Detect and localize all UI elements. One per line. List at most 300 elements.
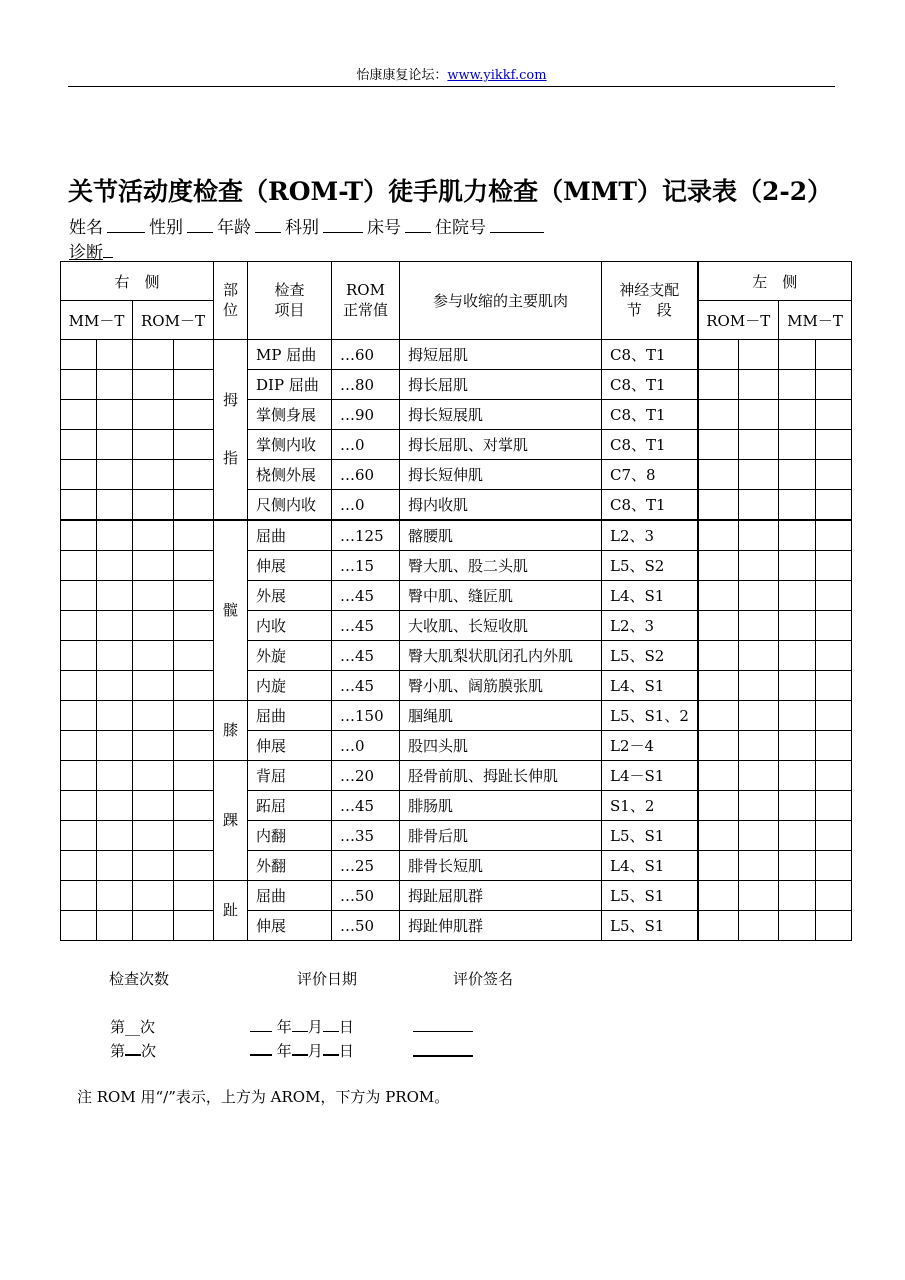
right-mmt-cell[interactable] — [97, 400, 133, 430]
left-mmt-cell[interactable] — [779, 581, 816, 611]
right-romt-cell[interactable] — [174, 701, 214, 731]
page-header — [68, 64, 835, 87]
right-mmt-cell[interactable] — [97, 701, 133, 731]
exam-item-cell: 掌侧内收 — [248, 430, 332, 460]
left-mmt-cell[interactable] — [779, 340, 816, 370]
right-mmt-cell[interactable] — [61, 581, 97, 611]
right-romt-cell[interactable] — [133, 520, 174, 551]
exam-item-cell: 内翻 — [248, 821, 332, 851]
exam-item-cell: 内收 — [248, 611, 332, 641]
left-romt-cell[interactable] — [698, 641, 739, 671]
right-mmt-cell[interactable] — [61, 761, 97, 791]
exam-item-cell: 内旋 — [248, 671, 332, 701]
right-romt-cell[interactable] — [174, 430, 214, 460]
left-romt-cell[interactable] — [739, 911, 779, 941]
right-romt-cell[interactable] — [133, 701, 174, 731]
left-mmt-cell[interactable] — [816, 400, 852, 430]
rom-normal-cell: …90 — [332, 400, 400, 430]
right-mmt-header: MM－T — [61, 301, 133, 340]
admission-field[interactable] — [490, 218, 544, 233]
left-mmt-cell[interactable] — [779, 731, 816, 761]
left-mmt-cell[interactable] — [816, 731, 852, 761]
nerve-cell: L5、S1、2 — [602, 701, 698, 731]
right-romt-cell[interactable] — [174, 911, 214, 941]
left-mmt-cell[interactable] — [816, 701, 852, 731]
right-romt-cell[interactable] — [174, 581, 214, 611]
footnote: 注 ROM 用“/”表示，上方为 AROM，下方为 PROM。 — [77, 1088, 450, 1106]
exam-item-cell: 尺侧内收 — [248, 490, 332, 521]
table-row — [61, 821, 852, 851]
table-row — [61, 761, 852, 791]
left-mmt-cell[interactable] — [816, 490, 852, 521]
right-mmt-cell[interactable] — [97, 881, 133, 911]
nerve-cell: S1、2 — [602, 791, 698, 821]
table-row — [61, 551, 852, 581]
left-romt-cell[interactable] — [739, 340, 779, 370]
nerve-cell: L4、S1 — [602, 581, 698, 611]
muscles-header: 参与收缩的主要肌肉 — [400, 262, 602, 340]
right-romt-cell[interactable] — [133, 851, 174, 881]
exam-item-cell: DIP 屈曲 — [248, 370, 332, 400]
left-mmt-cell[interactable] — [816, 370, 852, 400]
right-mmt-cell[interactable] — [97, 611, 133, 641]
muscle-cell: 臀大肌梨状肌闭孔内外肌 — [400, 641, 602, 671]
left-romt-cell[interactable] — [739, 881, 779, 911]
right-mmt-cell[interactable] — [97, 791, 133, 821]
page-title: 关节活动度检查（ROM-T）徒手肌力检查（MMT）记录表（2-2） — [68, 177, 833, 206]
left-romt-cell[interactable] — [739, 370, 779, 400]
muscle-cell: 大收肌、长短收肌 — [400, 611, 602, 641]
left-romt-cell[interactable] — [698, 671, 739, 701]
right-romt-cell[interactable] — [174, 611, 214, 641]
table-row — [61, 490, 852, 521]
exam-item-cell: 屈曲 — [248, 881, 332, 911]
right-mmt-cell[interactable] — [97, 581, 133, 611]
left-romt-cell[interactable] — [739, 460, 779, 490]
nerve-cell: L2、3 — [602, 520, 698, 551]
right-romt-cell[interactable] — [133, 821, 174, 851]
rom-normal-cell: …45 — [332, 671, 400, 701]
rom-normal-cell: …50 — [332, 911, 400, 941]
right-romt-cell[interactable] — [174, 821, 214, 851]
rom-normal-cell: …60 — [332, 340, 400, 370]
rom-normal-header: ROM 正常值 — [332, 262, 400, 340]
exam-row-1-date[interactable]: 年 月 日 — [250, 1016, 354, 1037]
left-romt-cell[interactable] — [698, 460, 739, 490]
right-mmt-cell[interactable] — [97, 551, 133, 581]
exam-item-cell: 屈曲 — [248, 520, 332, 551]
header-link[interactable]: www.yikkf.com — [447, 68, 547, 83]
left-mmt-cell[interactable] — [779, 490, 816, 521]
left-mmt-cell[interactable] — [779, 400, 816, 430]
right-mmt-cell[interactable] — [97, 430, 133, 460]
left-romt-cell[interactable] — [739, 791, 779, 821]
left-mmt-cell[interactable] — [816, 430, 852, 460]
right-mmt-cell[interactable] — [97, 671, 133, 701]
left-mmt-cell[interactable] — [779, 791, 816, 821]
exam-row-2-count: 第 次 — [110, 1042, 157, 1060]
left-romt-cell[interactable] — [698, 581, 739, 611]
left-mmt-cell[interactable] — [816, 911, 852, 941]
left-mmt-cell[interactable] — [779, 821, 816, 851]
left-mmt-cell[interactable] — [779, 370, 816, 400]
age-field[interactable] — [255, 218, 281, 233]
right-mmt-cell[interactable] — [61, 460, 97, 490]
right-mmt-cell[interactable] — [61, 851, 97, 881]
right-romt-cell[interactable] — [174, 851, 214, 881]
left-romt-cell[interactable] — [739, 761, 779, 791]
left-romt-cell[interactable] — [739, 520, 779, 551]
part-header: 部 位 — [214, 262, 248, 340]
left-romt-cell[interactable] — [739, 641, 779, 671]
left-mmt-cell[interactable] — [816, 520, 852, 551]
left-mmt-cell[interactable] — [779, 761, 816, 791]
right-mmt-cell[interactable] — [97, 370, 133, 400]
right-romt-cell[interactable] — [174, 460, 214, 490]
sign-label: 评价签名 — [453, 970, 514, 988]
sex-label: 性别 — [149, 218, 183, 238]
rom-mmt-table — [60, 261, 852, 941]
dept-field[interactable] — [323, 218, 363, 233]
left-romt-cell[interactable] — [698, 881, 739, 911]
nerve-cell: C8、T1 — [602, 490, 698, 521]
right-mmt-cell[interactable] — [97, 761, 133, 791]
table-row — [61, 851, 852, 881]
right-mmt-cell[interactable] — [97, 490, 133, 521]
left-mmt-cell[interactable] — [779, 851, 816, 881]
right-mmt-cell[interactable] — [61, 791, 97, 821]
left-romt-header: ROM－T — [698, 301, 779, 340]
muscle-cell: 臀小肌、阔筋膜张肌 — [400, 671, 602, 701]
nerve-cell: L5、S1 — [602, 911, 698, 941]
muscle-cell: 腓骨长短肌 — [400, 851, 602, 881]
right-romt-cell[interactable] — [174, 340, 214, 370]
right-romt-cell[interactable] — [174, 551, 214, 581]
table-row — [61, 731, 852, 761]
patient-info-line — [69, 213, 548, 238]
left-romt-cell[interactable] — [698, 551, 739, 581]
muscle-cell: 拇短屈肌 — [400, 340, 602, 370]
diagnosis-line — [69, 238, 113, 263]
exam-item-cell: 伸展 — [248, 731, 332, 761]
muscle-cell: 拇长屈肌、对掌肌 — [400, 430, 602, 460]
muscle-cell: 臀大肌、股二头肌 — [400, 551, 602, 581]
diagnosis-field[interactable] — [103, 243, 113, 258]
left-mmt-cell[interactable] — [816, 791, 852, 821]
nerve-cell: L5、S2 — [602, 641, 698, 671]
muscle-cell: 胫骨前肌、拇趾长伸肌 — [400, 761, 602, 791]
left-mmt-cell[interactable] — [816, 551, 852, 581]
left-romt-cell[interactable] — [698, 851, 739, 881]
nerve-cell: L4、S1 — [602, 851, 698, 881]
right-mmt-cell[interactable] — [61, 881, 97, 911]
left-mmt-cell[interactable] — [779, 701, 816, 731]
muscle-cell: 拇长短伸肌 — [400, 460, 602, 490]
muscle-cell: 股四头肌 — [400, 731, 602, 761]
right-mmt-cell[interactable] — [61, 671, 97, 701]
exam-item-cell: 伸展 — [248, 911, 332, 941]
right-romt-cell[interactable] — [133, 400, 174, 430]
left-romt-cell[interactable] — [739, 581, 779, 611]
muscle-cell: 拇长屈肌 — [400, 370, 602, 400]
right-romt-cell[interactable] — [133, 490, 174, 521]
left-mmt-cell[interactable] — [816, 460, 852, 490]
right-mmt-cell[interactable] — [61, 821, 97, 851]
exam-item-cell: 掌侧身展 — [248, 400, 332, 430]
left-romt-cell[interactable] — [698, 701, 739, 731]
left-side-header: 左 侧 — [698, 262, 852, 301]
right-mmt-cell[interactable] — [97, 340, 133, 370]
right-romt-cell[interactable] — [174, 520, 214, 551]
left-mmt-cell[interactable] — [779, 911, 816, 941]
right-mmt-cell[interactable] — [97, 731, 133, 761]
right-mmt-cell[interactable] — [97, 520, 133, 551]
table-row — [61, 430, 852, 460]
left-mmt-cell[interactable] — [779, 671, 816, 701]
table-row — [61, 460, 852, 490]
exam-item-cell: 背屈 — [248, 761, 332, 791]
left-mmt-cell[interactable] — [816, 761, 852, 791]
muscle-cell: 腓肠肌 — [400, 791, 602, 821]
right-mmt-cell[interactable] — [61, 731, 97, 761]
right-romt-cell[interactable] — [174, 791, 214, 821]
left-mmt-cell[interactable] — [779, 551, 816, 581]
right-romt-cell[interactable] — [133, 430, 174, 460]
left-romt-cell[interactable] — [739, 551, 779, 581]
rom-normal-cell: …150 — [332, 701, 400, 731]
nerve-cell: L4－S1 — [602, 761, 698, 791]
left-romt-cell[interactable] — [739, 851, 779, 881]
exam-row-2-date[interactable]: 年 月 日 — [250, 1040, 354, 1061]
left-romt-cell[interactable] — [698, 611, 739, 641]
right-romt-cell[interactable] — [133, 340, 174, 370]
right-romt-cell[interactable] — [174, 641, 214, 671]
bed-field[interactable] — [405, 218, 431, 233]
right-mmt-cell[interactable] — [61, 340, 97, 370]
muscle-cell: 腘绳肌 — [400, 701, 602, 731]
exam-item-cell: 外旋 — [248, 641, 332, 671]
table-row — [61, 340, 852, 370]
right-mmt-cell[interactable] — [97, 641, 133, 671]
right-romt-cell[interactable] — [133, 641, 174, 671]
right-mmt-cell[interactable] — [61, 520, 97, 551]
right-romt-cell[interactable] — [133, 911, 174, 941]
rom-normal-cell: …60 — [332, 460, 400, 490]
table-row — [61, 641, 852, 671]
right-romt-cell[interactable] — [174, 881, 214, 911]
table-row — [61, 671, 852, 701]
right-mmt-cell[interactable] — [61, 911, 97, 941]
left-mmt-cell[interactable] — [816, 881, 852, 911]
rom-normal-cell: …45 — [332, 611, 400, 641]
right-romt-cell[interactable] — [133, 731, 174, 761]
right-romt-cell[interactable] — [133, 611, 174, 641]
header-label: 怡康康复论坛： — [356, 68, 448, 83]
left-romt-cell[interactable] — [698, 731, 739, 761]
nerve-cell: L5、S1 — [602, 881, 698, 911]
muscle-cell: 臀中肌、缝匠肌 — [400, 581, 602, 611]
left-romt-cell[interactable] — [739, 671, 779, 701]
right-romt-cell[interactable] — [174, 370, 214, 400]
exam-row-1-signature[interactable] — [413, 1016, 473, 1032]
left-mmt-header: MM－T — [779, 301, 852, 340]
muscle-cell: 拇趾屈肌群 — [400, 881, 602, 911]
nerve-cell: C7、8 — [602, 460, 698, 490]
right-romt-cell[interactable] — [133, 551, 174, 581]
muscle-cell: 腓骨后肌 — [400, 821, 602, 851]
left-romt-cell[interactable] — [698, 911, 739, 941]
exam-item-cell: MP 屈曲 — [248, 340, 332, 370]
right-mmt-cell[interactable] — [61, 641, 97, 671]
right-mmt-cell[interactable] — [61, 490, 97, 521]
diagnosis-label: 诊断 — [69, 243, 103, 263]
admission-label: 住院号 — [435, 218, 486, 238]
left-mmt-cell[interactable] — [816, 611, 852, 641]
left-romt-cell[interactable] — [698, 520, 739, 551]
left-romt-cell[interactable] — [739, 611, 779, 641]
exam-row-2-signature[interactable] — [413, 1040, 473, 1057]
left-romt-cell[interactable] — [739, 701, 779, 731]
left-mmt-cell[interactable] — [816, 851, 852, 881]
left-mmt-cell[interactable] — [779, 430, 816, 460]
dept-label: 科别 — [285, 218, 319, 238]
right-mmt-cell[interactable] — [61, 430, 97, 460]
rom-normal-cell: …45 — [332, 641, 400, 671]
nerve-cell: C8、T1 — [602, 340, 698, 370]
left-mmt-cell[interactable] — [779, 881, 816, 911]
rom-normal-cell: …0 — [332, 490, 400, 521]
table-row — [61, 701, 852, 731]
table-row — [61, 611, 852, 641]
name-label: 姓名 — [69, 218, 103, 238]
left-mmt-cell[interactable] — [779, 520, 816, 551]
right-mmt-cell[interactable] — [97, 851, 133, 881]
nerve-cell: C8、T1 — [602, 370, 698, 400]
table-row — [61, 520, 852, 551]
right-mmt-cell[interactable] — [61, 611, 97, 641]
left-mmt-cell[interactable] — [816, 581, 852, 611]
nerve-cell: C8、T1 — [602, 400, 698, 430]
left-romt-cell[interactable] — [698, 370, 739, 400]
right-mmt-cell[interactable] — [61, 370, 97, 400]
exam-row-1-count: 第__次 — [110, 1018, 156, 1036]
exam-item-cell: 外展 — [248, 581, 332, 611]
rom-normal-cell: …50 — [332, 881, 400, 911]
right-romt-header: ROM－T — [133, 301, 214, 340]
left-mmt-cell[interactable] — [816, 340, 852, 370]
muscle-cell: 拇趾伸肌群 — [400, 911, 602, 941]
right-side-header: 右 侧 — [61, 262, 214, 301]
right-romt-cell[interactable] — [174, 400, 214, 430]
right-romt-cell[interactable] — [174, 490, 214, 521]
exam-item-cell: 屈曲 — [248, 701, 332, 731]
right-romt-cell[interactable] — [174, 671, 214, 701]
exam-item-cell: 桡侧外展 — [248, 460, 332, 490]
count-label: 检查次数 — [109, 970, 170, 988]
rom-normal-cell: …0 — [332, 731, 400, 761]
rom-normal-cell: …45 — [332, 581, 400, 611]
right-romt-cell[interactable] — [133, 881, 174, 911]
date-label: 评价日期 — [297, 970, 358, 988]
left-romt-cell[interactable] — [739, 430, 779, 460]
right-romt-cell[interactable] — [133, 581, 174, 611]
rom-normal-cell: …35 — [332, 821, 400, 851]
right-mmt-cell[interactable] — [61, 551, 97, 581]
right-mmt-cell[interactable] — [61, 701, 97, 731]
right-mmt-cell[interactable] — [97, 911, 133, 941]
right-mmt-cell[interactable] — [61, 400, 97, 430]
nerve-cell: L2、3 — [602, 611, 698, 641]
rom-normal-cell: …0 — [332, 430, 400, 460]
body-part-cell: 趾 — [214, 881, 248, 941]
left-romt-cell[interactable] — [739, 400, 779, 430]
left-romt-cell[interactable] — [739, 731, 779, 761]
right-romt-cell[interactable] — [133, 761, 174, 791]
right-mmt-cell[interactable] — [97, 821, 133, 851]
age-label: 年龄 — [217, 218, 251, 238]
left-mmt-cell[interactable] — [816, 671, 852, 701]
body-part-cell: 踝 — [214, 761, 248, 881]
sex-field[interactable] — [187, 218, 213, 233]
name-field[interactable] — [107, 218, 145, 233]
left-romt-cell[interactable] — [698, 791, 739, 821]
right-romt-cell[interactable] — [133, 671, 174, 701]
left-mmt-cell[interactable] — [816, 821, 852, 851]
left-romt-cell[interactable] — [698, 430, 739, 460]
right-romt-cell[interactable] — [133, 791, 174, 821]
left-romt-cell[interactable] — [698, 340, 739, 370]
rom-normal-cell: …25 — [332, 851, 400, 881]
left-romt-cell[interactable] — [698, 490, 739, 521]
right-mmt-cell[interactable] — [97, 460, 133, 490]
left-romt-cell[interactable] — [698, 761, 739, 791]
body-part-cell: 膝 — [214, 701, 248, 761]
rom-normal-cell: …80 — [332, 370, 400, 400]
table-row — [61, 581, 852, 611]
body-part-cell: 拇 指 — [214, 340, 248, 521]
nerve-cell: L2－4 — [602, 731, 698, 761]
muscle-cell: 髂腰肌 — [400, 520, 602, 551]
table-row — [61, 791, 852, 821]
left-mmt-cell[interactable] — [779, 611, 816, 641]
left-mmt-cell[interactable] — [779, 641, 816, 671]
exam-item-cell: 外翻 — [248, 851, 332, 881]
left-romt-cell[interactable] — [698, 821, 739, 851]
left-mmt-cell[interactable] — [779, 460, 816, 490]
exam-item-cell: 伸展 — [248, 551, 332, 581]
left-mmt-cell[interactable] — [816, 641, 852, 671]
rom-normal-cell: …15 — [332, 551, 400, 581]
body-part-cell: 髋 — [214, 520, 248, 701]
right-romt-cell[interactable] — [174, 761, 214, 791]
left-romt-cell[interactable] — [739, 490, 779, 521]
right-romt-cell[interactable] — [133, 460, 174, 490]
nerve-cell: L5、S1 — [602, 821, 698, 851]
nerve-cell: L4、S1 — [602, 671, 698, 701]
nerve-cell: C8、T1 — [602, 430, 698, 460]
right-romt-cell[interactable] — [133, 370, 174, 400]
right-romt-cell[interactable] — [174, 731, 214, 761]
exam-item-cell: 跖屈 — [248, 791, 332, 821]
table-row — [61, 400, 852, 430]
muscle-cell: 拇长短展肌 — [400, 400, 602, 430]
left-romt-cell[interactable] — [698, 400, 739, 430]
left-romt-cell[interactable] — [739, 821, 779, 851]
rom-normal-cell: …45 — [332, 791, 400, 821]
rom-normal-cell: …20 — [332, 761, 400, 791]
rom-normal-cell: …125 — [332, 520, 400, 551]
nerve-cell: L5、S2 — [602, 551, 698, 581]
